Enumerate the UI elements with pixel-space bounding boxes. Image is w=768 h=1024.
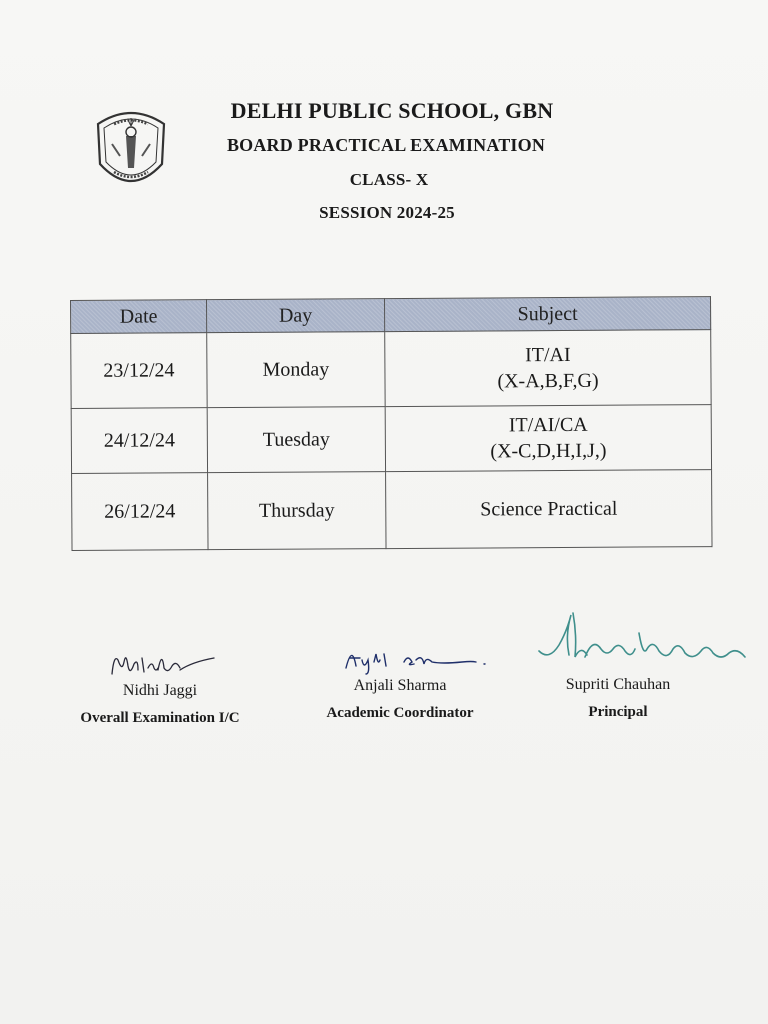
cell-day: Tuesday	[207, 407, 385, 473]
cell-subject	[385, 405, 711, 472]
column-header-subject: Subject	[384, 297, 710, 332]
exam-title: BOARD PRACTICAL EXAMINATION	[226, 135, 546, 155]
schedule-table	[70, 296, 713, 551]
signatory-role: Principal	[588, 704, 648, 720]
signatory-supriti	[518, 676, 718, 721]
schedule-table-wrapper	[70, 296, 712, 551]
signatory-nidhi	[60, 682, 260, 727]
signature-anjali-sharma	[342, 640, 492, 676]
signatory-anjali	[300, 677, 500, 722]
subject-name: Science Practical	[480, 497, 618, 521]
signatory-name: Supriti Chauhan	[565, 676, 671, 693]
table-row	[71, 405, 711, 474]
table-row	[71, 330, 711, 409]
table-row	[72, 470, 712, 551]
signatory-role: Academic Coordinator	[326, 705, 474, 721]
cell-day: Monday	[207, 332, 385, 408]
table-header-row	[71, 297, 711, 334]
cell-subject	[386, 470, 712, 549]
session-label: SESSION 2024-25	[319, 203, 455, 222]
column-header-date: Date	[71, 300, 207, 334]
cell-day: Thursday	[208, 472, 386, 550]
column-header-day: Day	[207, 299, 385, 333]
signature-supriti-chauhan	[535, 605, 750, 667]
signatory-role: Overall Examination I/C	[80, 710, 240, 726]
cell-date: 24/12/24	[71, 408, 207, 474]
signature-nidhi-jaggi	[108, 640, 218, 685]
subject-name: IT/AI/CA	[508, 413, 588, 437]
signatory-name: Nidhi Jaggi	[122, 682, 198, 699]
signatory-name: Anjali Sharma	[353, 677, 447, 694]
school-name: DELHI PUBLIC SCHOOL, GBN	[230, 98, 554, 123]
subject-name: IT/AI	[524, 343, 571, 367]
cell-subject	[385, 330, 711, 407]
subject-sections: (X-A,B,F,G)	[497, 369, 599, 393]
cell-date: 26/12/24	[72, 473, 208, 551]
class-label: CLASS- X	[349, 170, 429, 189]
subject-sections: (X-C,D,H,I,J,)	[490, 439, 607, 463]
cell-date: 23/12/24	[71, 333, 207, 409]
